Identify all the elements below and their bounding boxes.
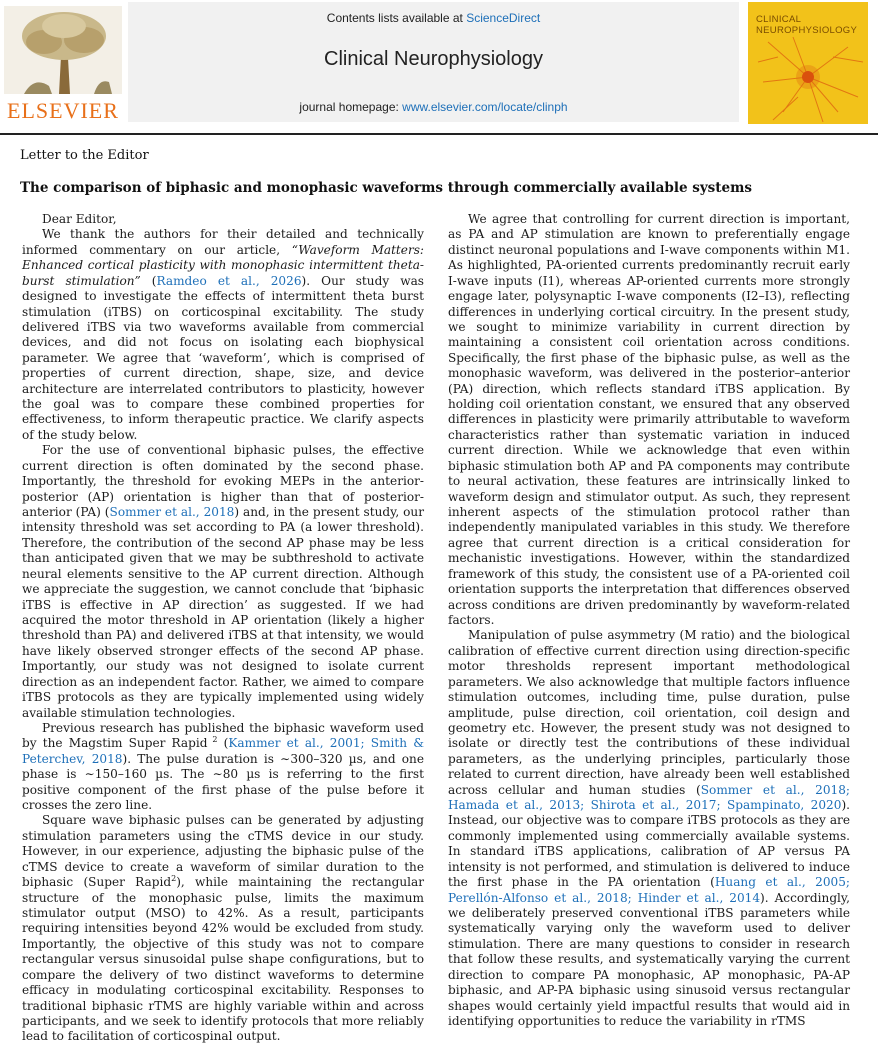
text-run: Manipulation of pulse asymmetry (M ratio) and the biological calibration of effective current direction using direction-specific motor thresholds represent important methodological parameters. We also acknowledge that multiple factors influence stimulation outcomes, including time, pulse duration, pulse amplitude, pulse direction, coil orientation, coil design and geometry etc. However, the present study was not designed to isolate or directly test the contributions of these individual parameters, as the underlying principles, particularly those related to current direction, have already been well established across cellular and human studies ( — [448, 628, 850, 797]
salutation: Dear Editor, — [42, 212, 117, 226]
superscript: 2 — [171, 874, 177, 884]
elsevier-tree-icon — [4, 6, 122, 94]
paragraph — [22, 443, 424, 721]
right-column — [448, 212, 850, 1029]
sciencedirect-link[interactable]: ScienceDirect — [466, 11, 541, 25]
elsevier-wordmark: ELSEVIER — [7, 98, 119, 123]
text-run: For the use of conventional biphasic pulses, the effective current direction is often dominated by the second phase. Importantly, the threshold for evoking MEPs in the anterior-posterior (AP) orientation is higher than that of posterior- anterior (PA) ( — [22, 443, 424, 520]
paragraph — [448, 628, 850, 1029]
text-run: ( — [217, 736, 229, 751]
journal-cover-image[interactable] — [748, 2, 868, 124]
text-run: We thank the authors for their detailed and technically informed commentary on our article, — [22, 227, 424, 257]
text-run: Previous research has published the biphasic waveform used by the Magstim Super Rapid — [22, 720, 424, 751]
text-run: ). Accordingly, we deliberately preserved conventional iTBS parameters while systematically varying only the waveform used to deliver stimulation. There are many questions to consider in research that follow these results, and systematically varying the current direction to compare PA monophasic, AP monophasic, PA-AP biphasic, and AP-PA biphasic using sinusoid versus rectangular shapes would certainly yield impactful results that would aid in identifying opportunities to reduce the variability in rTMS — [448, 890, 850, 1028]
homepage-prefix: journal homepage: — [299, 100, 403, 114]
left-column — [22, 212, 424, 1045]
homepage-line — [128, 100, 739, 114]
citation-link[interactable]: Sommer et al., 2018 — [109, 505, 235, 520]
citation-link[interactable]: Ramdeo et al., 2026 — [156, 273, 302, 288]
superscript: 2 — [207, 735, 218, 745]
text-run: ). The pulse duration is ∼300–320 µs, and one phase is ∼150–160 µs. The ∼80 µs is referring to the first positive component of the first phase of the pulse before it crosses the zero line. — [22, 751, 424, 813]
text-run: ) and, in the present study, our intensity threshold was set according to PA (a lower threshold). Therefore, the contribution of the second AP phase may be less than anticipated given that we may be subthreshold to activate neural elements sensitive to the AP current direction. Although we appreciate the suggestion, we cannot conclude that ‘biphasic iTBS is effective in AP direction’ as suggested. If we had acquired the motor threshold in AP orientation (likely a higher threshold than PA) and delivered iTBS at that intensity, we would have likely observed stronger effects of the second AP phase. Importantly, our study was not designed to isolate current direction as an independent factor. Rather, we aimed to compare iTBS protocols as they are typically implemented using widely available stimulation technologies. — [22, 505, 424, 720]
contents-prefix: Contents lists available at — [326, 11, 467, 25]
journal-header — [0, 0, 878, 130]
article-type-label: Letter to the Editor — [20, 148, 149, 163]
homepage-link[interactable]: www.elsevier.com/locate/clinph — [402, 100, 568, 114]
paragraph — [22, 721, 424, 814]
text-run: ). Our study was designed to investigate the effects of intermittent theta burst stimulation (iTBS) on corticospinal excitability. The study delivered iTBS via two waveforms available from commercial devices, and did not focus on isolating each biophysical parameter. We agree that ‘waveform’, which is comprised of properties of current direction, shape, size, and device architecture are interrelated contributors to plasticity, however the goal was to compare these combined properties for effectiveness, to inform therapeutic practice. We clarify aspects of the study below. — [22, 273, 424, 442]
citation-link[interactable]: Huang et al., 2005; Perellón-Alfonso et al., 2018; Hinder et al., 2014 — [448, 875, 851, 905]
text-run: ). Instead, our objective was to compare iTBS protocols as they are commonly implemented using commercially available systems. In standard iTBS applications, calibration of AP versus PA intensity is not performed, and stimulation is delivered to induce the first phase in the PA orientation ( — [448, 798, 850, 890]
header-divider — [0, 133, 878, 135]
paragraph — [22, 227, 424, 443]
cover-title: CLINICAL NEUROPHYSIOLOGY — [756, 14, 858, 36]
paragraph — [22, 813, 424, 1044]
journal-info-box — [128, 2, 739, 122]
quoted-title: “Waveform Matters: Enhanced cortical plasticity with monophasic intermittent theta-burst stimulation” — [22, 242, 425, 288]
journal-title: Clinical Neurophysiology — [324, 48, 543, 70]
citation-link[interactable]: Sommer et al., 2018; Hamada et al., 2013; Shirota et al., 2017; Spampinato, 2020 — [448, 782, 851, 813]
text-run: ), while maintaining the rectangular structure of the monophasic pulse, limits the maximum stimulator output (MSO) to 42%. As a result, participants requiring intensities beyond 42% would be excluded from study. Importantly, the objective of this study was not to compare rectangular versus sinusoidal pulse shape configurations, but to compare the delivery of two distinct waveforms to determine efficacy in modulating corticospinal excitability. Responses to traditional biphasic rTMS are highly variable within and across participants, and we seek to identify protocols that more reliably lead to facilitation of corticospinal output. — [22, 875, 424, 1044]
elsevier-logo[interactable] — [4, 6, 122, 124]
citation-link[interactable]: Kammer et al., 2001; Smith & Peterchev, 2018 — [22, 736, 424, 766]
article-title: The comparison of biphasic and monophasic waveforms through commercially available systems — [20, 180, 752, 196]
text-run: Square wave biphasic pulses can be generated by adjusting stimulation parameters using the cTMS device in our study. However, in our experience, adjusting the biphasic pulse of the cTMS device to create a waveform of similar duration to the biphasic (Super Rapid — [22, 813, 424, 890]
paragraph: We agree that controlling for current direction is important, as PA and AP stimulation are known to preferentially engage distinct neuronal populations and I-wave components within M1. As highlighted, PA-oriented currents predominantly recruit early I-wave inputs (I1), whereas AP-oriented currents more strongly engage later, polysynaptic I-wave components (I2–I3), reflecting differences in underlying cortical circuitry. In the present study, we sought to minimize variability in current direction by maintaining a consistent coil orientation across conditions. Specifically, the first phase of the biphasic pulse, as well as the monophasic waveform, was delivered in the posterior–anterior (PA) direction, which reflects standard iTBS application. By holding coil orientation constant, we ensured that any observed differences in plasticity were primarily attributable to waveform characteristics rather than systematic variation in induced current direction. While we acknowledge that even within biphasic stimulation both AP and PA components may contribute to neural activation, these features are intrinsically linked to waveform design and stimulator output. As such, they represent inherent aspects of the stimulation protocol rather than independently manipulated variables in this study. We therefore agree that current direction is a critical consideration for mechanistic investigations. However, within the standardized framework of this study, the consistent use of a PA-oriented coil orientation supports the interpretation that differences observed across conditions are driven predominantly by waveform-related factors. — [448, 212, 850, 627]
contents-line — [128, 11, 739, 25]
text-run: ( — [140, 273, 157, 288]
